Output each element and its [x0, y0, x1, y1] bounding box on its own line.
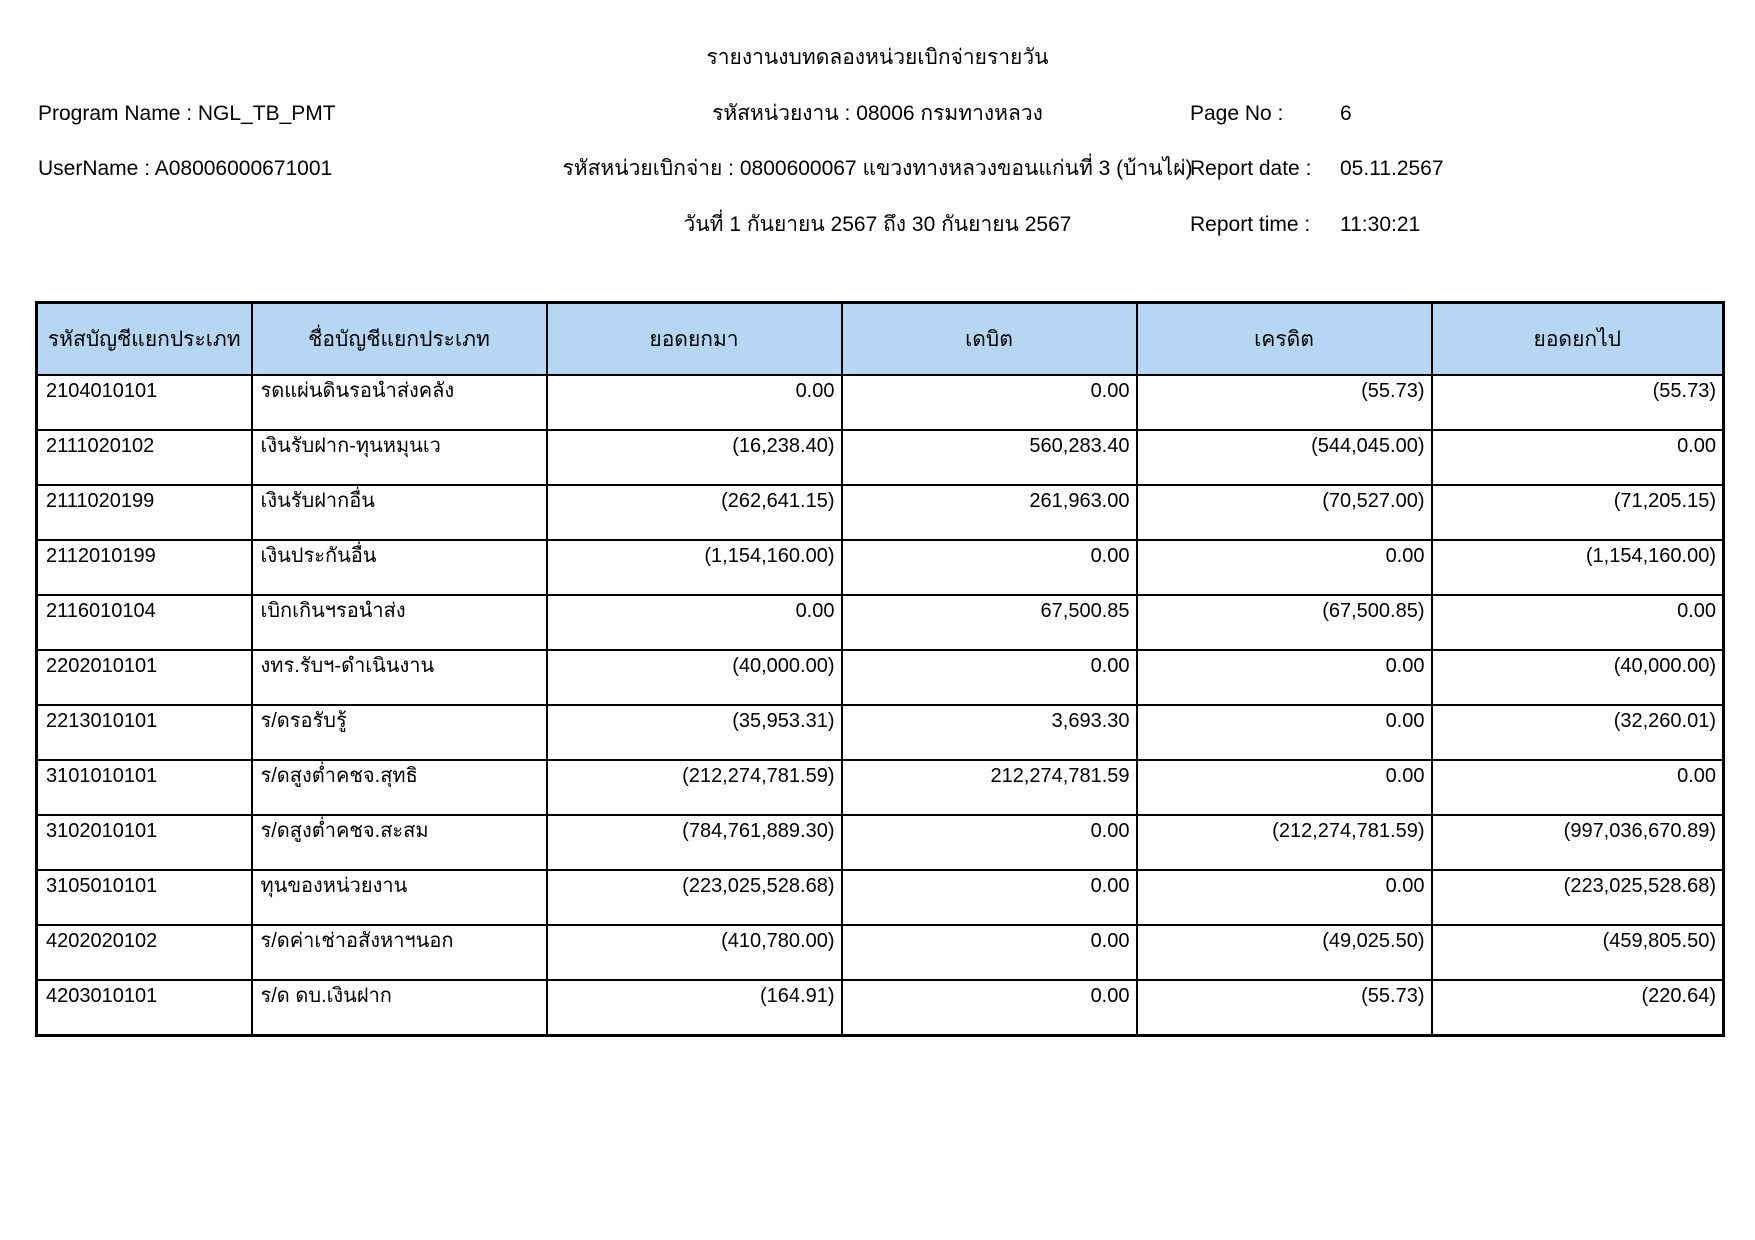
carry-forward-in-cell: 0.00: [547, 595, 842, 650]
table-row: [37, 375, 1724, 430]
debit-cell: 560,283.40: [842, 430, 1137, 485]
trial-balance-table: [35, 301, 1725, 1037]
credit-cell: (544,045.00): [1137, 430, 1432, 485]
disbursement-unit-line: รหัสหน่วยเบิกจ่าย : 0800600067 แขวงทางหลวงขอนแก่นที่ 3 (บ้านไผ่): [562, 157, 1193, 180]
carry-forward-out-cell: (459,805.50): [1432, 925, 1724, 980]
carry-forward-in-cell: (1,154,160.00): [547, 540, 842, 595]
debit-cell: 0.00: [842, 980, 1137, 1036]
carry-forward-in-cell: (164.91): [547, 980, 842, 1036]
debit-cell: 0.00: [842, 870, 1137, 925]
carry-forward-out-cell: (71,205.15): [1432, 485, 1724, 540]
table-row: [37, 595, 1724, 650]
carry-forward-in-cell: (16,238.40): [547, 430, 842, 485]
carry-forward-out-cell: (32,260.01): [1432, 705, 1724, 760]
account-name-cell: ร/ด ดบ.เงินฝาก: [252, 980, 547, 1036]
column-header-2: ยอดยกมา: [547, 303, 842, 376]
carry-forward-in-cell: (223,025,528.68): [547, 870, 842, 925]
column-header-1: ชื่อบัญชีแยกประเภท: [252, 303, 547, 376]
debit-cell: 212,274,781.59: [842, 760, 1137, 815]
account-name-cell: ร/ดรอรับรู้: [252, 705, 547, 760]
table-row: [37, 760, 1724, 815]
page-no-label: Page No :: [1190, 102, 1284, 125]
account-code-cell: 3102010101: [37, 815, 252, 870]
carry-forward-out-cell: 0.00: [1432, 760, 1724, 815]
carry-forward-out-cell: (220.64): [1432, 980, 1724, 1036]
column-header-0: รหัสบัญชีแยกประเภท: [37, 303, 252, 376]
account-name-cell: ร/ดสูงต่ำคชจ.สะสม: [252, 815, 547, 870]
column-header-4: เครดิต: [1137, 303, 1432, 376]
account-code-cell: 4202020102: [37, 925, 252, 980]
account-name-cell: ทุนของหน่วยงาน: [252, 870, 547, 925]
credit-cell: 0.00: [1137, 540, 1432, 595]
carry-forward-in-cell: (35,953.31): [547, 705, 842, 760]
account-code-cell: 2111020199: [37, 485, 252, 540]
program-name: Program Name : NGL_TB_PMT: [38, 102, 336, 125]
debit-cell: 0.00: [842, 650, 1137, 705]
carry-forward-in-cell: (262,641.15): [547, 485, 842, 540]
trial-balance-table-container: [35, 301, 1722, 1037]
credit-cell: (55.73): [1137, 375, 1432, 430]
table-row: [37, 705, 1724, 760]
account-code-cell: 3101010101: [37, 760, 252, 815]
agency-code-line: รหัสหน่วยงาน : 08006 กรมทางหลวง: [712, 102, 1043, 125]
account-name-cell: เงินรับฝากอื่น: [252, 485, 547, 540]
debit-cell: 0.00: [842, 375, 1137, 430]
date-range-line: วันที่ 1 กันยายน 2567 ถึง 30 กันยายน 2567: [683, 213, 1072, 236]
credit-cell: (55.73): [1137, 980, 1432, 1036]
account-name-cell: ร/ดค่าเช่าอสังหาฯนอก: [252, 925, 547, 980]
table-row: [37, 980, 1724, 1036]
report-title: รายงานงบทดลองหน่วยเบิกจ่ายรายวัน: [706, 46, 1049, 69]
debit-cell: 0.00: [842, 815, 1137, 870]
carry-forward-out-cell: (997,036,670.89): [1432, 815, 1724, 870]
table-row: [37, 430, 1724, 485]
credit-cell: 0.00: [1137, 870, 1432, 925]
account-name-cell: เงินประกันอื่น: [252, 540, 547, 595]
credit-cell: 0.00: [1137, 650, 1432, 705]
account-name-cell: เงินรับฝาก-ทุนหมุนเว: [252, 430, 547, 485]
table-row: [37, 485, 1724, 540]
account-code-cell: 2202010101: [37, 650, 252, 705]
account-code-cell: 2104010101: [37, 375, 252, 430]
carry-forward-in-cell: (410,780.00): [547, 925, 842, 980]
table-row: [37, 815, 1724, 870]
debit-cell: 0.00: [842, 540, 1137, 595]
table-row: [37, 540, 1724, 595]
account-name-cell: ร/ดสูงต่ำคชจ.สุทธิ: [252, 760, 547, 815]
carry-forward-in-cell: (212,274,781.59): [547, 760, 842, 815]
account-name-cell: งทร.รับฯ-ดำเนินงาน: [252, 650, 547, 705]
account-name-cell: รดแผ่นดินรอนำส่งคลัง: [252, 375, 547, 430]
report-time-value: 11:30:21: [1340, 213, 1421, 236]
table-header-row: [37, 303, 1724, 376]
credit-cell: (49,025.50): [1137, 925, 1432, 980]
carry-forward-out-cell: 0.00: [1432, 595, 1724, 650]
column-header-3: เดบิต: [842, 303, 1137, 376]
credit-cell: (67,500.85): [1137, 595, 1432, 650]
credit-cell: 0.00: [1137, 705, 1432, 760]
column-header-5: ยอดยกไป: [1432, 303, 1724, 376]
account-code-cell: 2111020102: [37, 430, 252, 485]
debit-cell: 0.00: [842, 925, 1137, 980]
carry-forward-in-cell: (784,761,889.30): [547, 815, 842, 870]
carry-forward-out-cell: (1,154,160.00): [1432, 540, 1724, 595]
account-code-cell: 2213010101: [37, 705, 252, 760]
debit-cell: 261,963.00: [842, 485, 1137, 540]
account-code-cell: 2112010199: [37, 540, 252, 595]
table-row: [37, 925, 1724, 980]
account-name-cell: เบิกเกินฯรอนำส่ง: [252, 595, 547, 650]
carry-forward-out-cell: (55.73): [1432, 375, 1724, 430]
carry-forward-in-cell: 0.00: [547, 375, 842, 430]
carry-forward-out-cell: (223,025,528.68): [1432, 870, 1724, 925]
report-date-label: Report date :: [1190, 157, 1312, 180]
account-code-cell: 3105010101: [37, 870, 252, 925]
credit-cell: (70,527.00): [1137, 485, 1432, 540]
table-body: [37, 375, 1724, 1036]
carry-forward-in-cell: (40,000.00): [547, 650, 842, 705]
report-time-label: Report time :: [1190, 213, 1311, 236]
page-no-value: 6: [1340, 102, 1352, 125]
debit-cell: 67,500.85: [842, 595, 1137, 650]
report-date-value: 05.11.2567: [1340, 157, 1444, 180]
account-code-cell: 2116010104: [37, 595, 252, 650]
credit-cell: (212,274,781.59): [1137, 815, 1432, 870]
credit-cell: 0.00: [1137, 760, 1432, 815]
carry-forward-out-cell: 0.00: [1432, 430, 1724, 485]
carry-forward-out-cell: (40,000.00): [1432, 650, 1724, 705]
debit-cell: 3,693.30: [842, 705, 1137, 760]
table-row: [37, 870, 1724, 925]
user-name: UserName : A08006000671001: [38, 157, 333, 180]
table-row: [37, 650, 1724, 705]
account-code-cell: 4203010101: [37, 980, 252, 1036]
